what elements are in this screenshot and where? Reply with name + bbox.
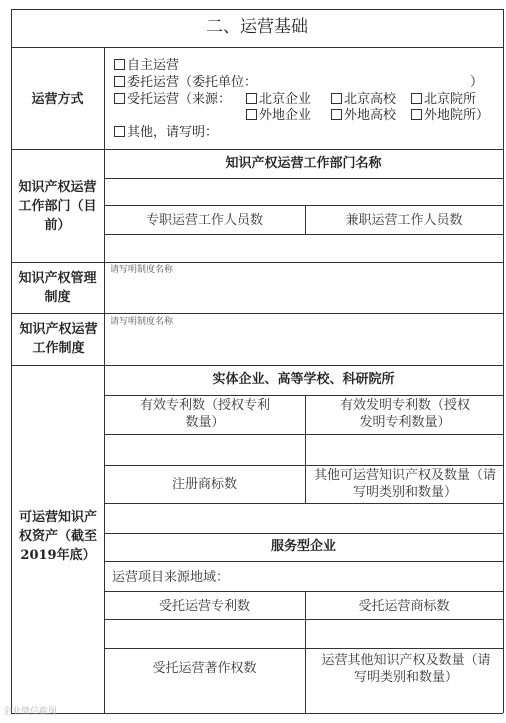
row-divider bbox=[104, 591, 503, 592]
other-ip-header: 其他可运营知识产权及数量（请写明类别和数量） bbox=[313, 468, 496, 500]
part-time-staff-header: 兼职运营工作人员数 bbox=[345, 213, 463, 228]
source-out-enterprise[interactable]: 外地企业 bbox=[246, 107, 311, 124]
entrusted-trademarks-field[interactable] bbox=[305, 619, 503, 648]
table-border-bottom bbox=[11, 713, 503, 714]
table-border-top bbox=[11, 9, 503, 10]
entrusted-other-ip-header: 运营其他知识产权及数量（请写明类别和数量） bbox=[321, 653, 491, 685]
source-out-university[interactable]: 外地高校 bbox=[331, 107, 396, 124]
checkbox[interactable] bbox=[331, 109, 342, 120]
checkbox[interactable] bbox=[114, 59, 125, 70]
region-label: 运营项目来源地域： bbox=[112, 570, 230, 585]
assets-label: 可运营知识产权资产（截至2019年底） bbox=[18, 510, 97, 563]
option-entrust[interactable]: 委托运营（委托单位： bbox=[114, 74, 257, 91]
row-divider bbox=[11, 47, 503, 48]
row-divider bbox=[11, 365, 503, 366]
watermark: 企业微信截图 bbox=[3, 707, 58, 717]
trademarks-other-field[interactable] bbox=[104, 503, 503, 533]
source-bj-university[interactable]: 北京高校 bbox=[331, 91, 396, 108]
option-self-operated[interactable]: 自主运营 bbox=[114, 57, 179, 74]
section-title: 二、运营基础 bbox=[206, 17, 308, 37]
region-field[interactable] bbox=[240, 561, 503, 591]
dept-name-field[interactable] bbox=[104, 178, 503, 205]
checkbox[interactable] bbox=[246, 93, 257, 104]
section-entity-header: 实体企业、高等学校、科研院所 bbox=[212, 372, 395, 387]
row-divider bbox=[11, 149, 503, 150]
work-system-hint: 请写明制度名称 bbox=[110, 317, 174, 327]
dept-label: 知识产权运营工作部门（目前） bbox=[18, 180, 97, 233]
source-bj-enterprise[interactable]: 北京企业 bbox=[246, 91, 311, 108]
checkbox[interactable] bbox=[246, 109, 257, 120]
source-bj-institute[interactable]: 北京院所 bbox=[411, 91, 476, 108]
option-entrusted[interactable]: 受托运营（来源： bbox=[114, 91, 231, 108]
checkbox[interactable] bbox=[411, 109, 422, 120]
checkbox[interactable] bbox=[114, 76, 125, 87]
source-out-institute[interactable]: 外地院所） bbox=[411, 107, 489, 124]
entrusted-patents-field[interactable] bbox=[104, 619, 305, 648]
full-time-staff-field[interactable] bbox=[104, 234, 305, 262]
checkbox[interactable] bbox=[114, 93, 125, 104]
ops-mode-label: 运营方式 bbox=[31, 92, 84, 107]
valid-patents-field[interactable] bbox=[104, 434, 305, 465]
entrusted-copyrights-header: 受托运营著作权数 bbox=[152, 661, 257, 676]
table-border-right bbox=[503, 9, 504, 713]
row-divider bbox=[104, 205, 503, 206]
entrust-close-paren: ） bbox=[470, 75, 484, 90]
dept-header: 知识产权运营工作部门名称 bbox=[225, 156, 382, 171]
row-divider bbox=[104, 465, 503, 466]
work-system-label: 知识产权运营工作制度 bbox=[19, 322, 98, 356]
checkbox[interactable] bbox=[411, 93, 422, 104]
checkbox[interactable] bbox=[114, 126, 125, 137]
section-service-header: 服务型企业 bbox=[270, 539, 336, 554]
mgmt-system-hint: 请写明制度名称 bbox=[110, 265, 174, 275]
work-system-field[interactable] bbox=[104, 313, 503, 365]
row-divider bbox=[104, 395, 503, 396]
entrusted-trademarks-header: 受托运营商标数 bbox=[358, 599, 450, 614]
row-divider bbox=[104, 533, 503, 534]
mgmt-system-field[interactable] bbox=[104, 262, 503, 313]
mgmt-system-label: 知识产权管理制度 bbox=[18, 271, 97, 305]
checkbox[interactable] bbox=[331, 93, 342, 104]
entrusted-patents-header: 受托运营专利数 bbox=[158, 599, 250, 614]
trademarks-header: 注册商标数 bbox=[171, 477, 237, 492]
row-divider bbox=[104, 648, 503, 649]
option-other[interactable]: 其他，请写明： bbox=[114, 124, 218, 141]
valid-inventions-header: 有效发明专利数（授权发明专利数量） bbox=[339, 398, 470, 430]
valid-inventions-field[interactable] bbox=[305, 434, 503, 465]
valid-patents-header: 有效专利数（授权专利数量） bbox=[140, 398, 271, 430]
table-border-left bbox=[11, 9, 12, 713]
full-time-staff-header: 专职运营工作人员数 bbox=[145, 213, 263, 228]
part-time-staff-field[interactable] bbox=[305, 234, 503, 262]
